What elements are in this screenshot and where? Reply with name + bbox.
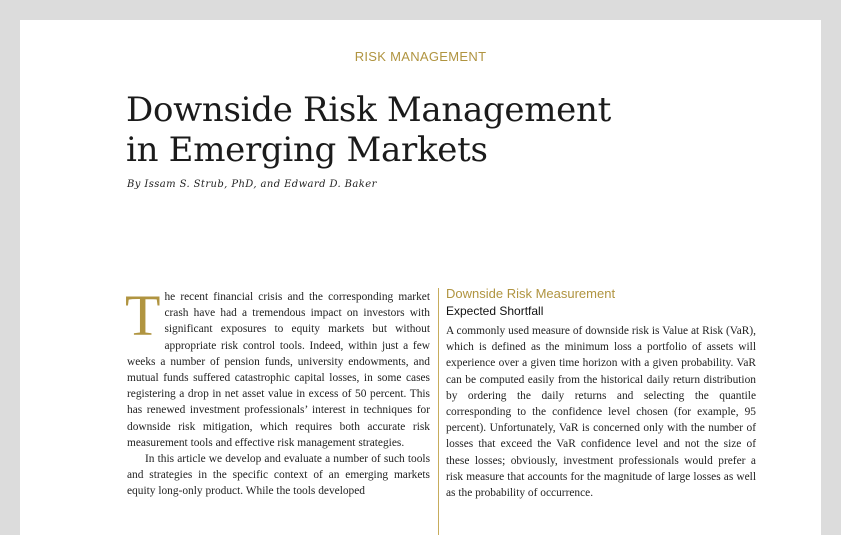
document-page: [20, 20, 821, 535]
subsection-heading: Expected Shortfall: [446, 304, 544, 318]
drop-cap: T: [125, 283, 161, 348]
column-divider: [438, 288, 439, 535]
right-column: [446, 286, 756, 501]
left-column: [125, 283, 430, 500]
section-label: RISK MANAGEMENT: [354, 49, 487, 64]
expected-shortfall-paragraph: A commonly used measure of downside risk is Value at Risk (VaR), which is defined as the minimum loss a portfolio of assets will experience over a given time horizon with a given probability. VaR can be computed easily from the historical daily return distribution by ordering the daily returns and selecting the quantile corresponding to the confidence level chosen (for example, 95 percent). Unfortunately, VaR is concerned only with the number of losses that exceed the VaR confidence level and not the size of these losses; obviously, investment professionals would prefer a risk measure that accounts for the magnitude of large losses as well as the probability of occurrence.: [446, 325, 756, 500]
article-title-line-2: in Emerging Markets: [126, 130, 488, 170]
article-title: [126, 90, 786, 170]
intro-paragraph: [125, 283, 430, 451]
intro-paragraph-text: he recent financial crisis and the corresponding market crash have had a tremendous impact on investors with significant exposures to equity markets but without appropriate risk control tools. Indeed, within just a few weeks a number of pension funds, university endowments, and mutual funds suffered catastrophic capital losses, in some cases registering a drop in net asset value in excess of 50 percent. This has renewed investment professionals’ interest in techniques for downside risk mitigation, which requires both accurate risk measurement tools and effective risk management strategies.: [127, 291, 430, 449]
section-heading: Downside Risk Measurement: [446, 286, 616, 301]
article-title-line-1: Downside Risk Management: [126, 90, 611, 130]
second-paragraph: In this article we develop and evaluate a number of such tools and strategies in the specific context of an emerging markets equity long-only product. While the tools developed: [127, 453, 430, 498]
article-byline: By Issam S. Strub, PhD, and Edward D. Baker: [127, 179, 377, 190]
